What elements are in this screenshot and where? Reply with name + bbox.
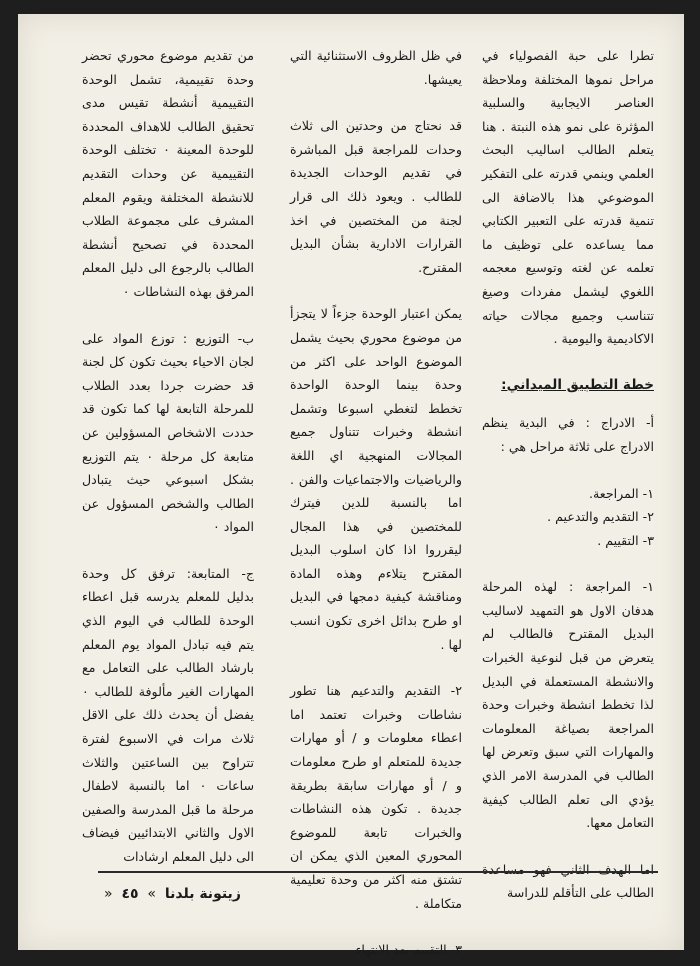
magazine-title: زيتونة بلدنا (164, 886, 241, 902)
section-heading: خطة التطبيق الميداني: (501, 376, 654, 393)
column-middle (290, 44, 462, 958)
phase-list (482, 482, 654, 553)
quote-mark: « (104, 886, 113, 902)
page-footer (100, 886, 400, 910)
paragraph: يمكن اعتبار الوحدة جزءاً لا يتجزأ من موضوع محوري بحيث يشمل الموضوع الواحد على اكثر من وحدة بينما الوحدة الواحدة تخطط لتغطي اسبوعا وتشمل انشطة وخبرات تتناول جميع المجالات المنهجية اي اللغة والرياضيات والاجتماعيات والفن . اما بالنسبة للدين فيترك للمختصين في هذا المجال ليقرروا اذا كان اسلوب البديل المقترح يتلاءم وهذه المادة ومناقشة كيفية دمجها في البديل او طرح بدائل اخرى تكون انسب لها . (290, 306, 462, 652)
paragraph: في ظل الظروف الاستثنائية التي يعيشها. (290, 48, 462, 87)
page-number: ٤٥ (121, 886, 139, 902)
list-item: ١- المراجعة. (589, 485, 654, 501)
document-page (18, 14, 684, 958)
paragraph: تطرا على حبة الفصولياء في مراحل نموها المختلفة وملاحظة العناصر الايجابية والسلبية المؤثرة على نمو هذه النبتة . هنا يتعلم الطالب اساليب البحث العلمي وينمي قدرته على التفكير الموضوعي هذا بالاضافة الى تنمية قدرته على التعبير الكتابي مما يساعده على توظيف ما تعلمه عن لغته وتوسيع معجمه اللغوي ليشمل مفردات وصيغ تتناسب وجميع مجالات حياته الاكاديمية واليومية . (482, 48, 654, 347)
paragraph: ٢- التقديم والتدعيم هنا تطور نشاطات وخبرات تعتمد اما اعطاء معلومات و / أو مهارات جديدة للمتعلم او طرح معلومات و / أو مهارات سابقة بطريقة جديدة . تكون هذه النشاطات والخبرات تابعة للموضوع المحوري المعين الذي يمكن ان تشتق منه اكثر من وحدة تعليمية متكاملة . (290, 683, 462, 911)
footer-rule (98, 871, 658, 873)
list-item: ٣- التقييم . (597, 532, 654, 548)
column-right (482, 44, 654, 901)
paragraph: ج- المتابعة: ترفق كل وحدة بدليل للمعلم يدرسه قبل اعطاء الوحدة للطالب في اليوم الذي يتم فيه تبادل المواد يوم المعلم بارشاد الطالب على التعامل مع المهارات الغير مألوفة للطالب ٠ يفضل أن يحدث ذلك على الاقل ثلاث مرات في الاسبوع لفترة تتراوح بين الساعتين والثلاث ساعات ٠ اما بالنسبة لاطفال مرحلة ما قبل المدرسة والصفين الاول والثاني الابتدائيين فيضاف الى دليل المعلم ارشادات (82, 565, 254, 864)
paragraph: اما الهدف الثاني فهو مساعدة الطالب على التأقلم للدراسة (482, 861, 654, 901)
quote-mark: » (147, 886, 156, 902)
paragraph: ٣- التقييم بعد الانتهاء (355, 942, 462, 958)
paragraph: قد نحتاج من وحدتين الى ثلاث وحدات للمراجعة قبل المباشرة في تقديم الوحدات الجديدة للطالب . ويعود ذلك الى قرار لجنة من المختصين في اخذ القرارات الادارية بشأن البديل المقترح. (290, 118, 462, 275)
paragraph: ١- المراجعة : لهذه المرحلة هدفان الاول هو التمهيد لاساليب البديل المقترح فالطالب لم يتعرض من قبل لنوعية الخبرات والانشطة المستعملة في البديل لذا تخطط انشطة وخبرات وحدة المراجعة بصياغة المعلومات والمهارات التي سبق وتعرض لها الطالب في المدرسة الامر الذي يؤدي الى تعلم الطالب كيفية التعامل معها. (482, 579, 654, 831)
paragraph: من تقديم موضوع محوري تحضر وحدة تقييمية، تشمل الوحدة التقييمية أنشطة تقيس مدى تحقيق الطالب للاهداف المحددة للوحدة المعينة ٠ تختلف الوحدة التقييمية عن وحدات التقديم للانشطة المختلفة ويقوم المعلم المشرف على مجموعة الطلاب المحددة في تصحيح أنشطة الطالب بالرجوع الى دليل المعلم المرفق بهذه النشاطات ٠ (82, 48, 254, 299)
list-item: ٢- التقديم والتدعيم . (547, 509, 654, 525)
paragraph: ب- التوزيع : توزع المواد على لجان الاحياء بحيث تكون كل لجنة قد حضرت جردا بعدد الطلاب للمرحلة التابعة لها كما تكون قد حددت الاشخاص المسؤولين عن متابعة كل مرحلة ٠ يتم التوزيع بشكل اسبوعي حيث يتبادل الطالب والشخص المسؤول عن المواد ٠ (82, 330, 254, 535)
paragraph: أ- الادراج : في البدية ينظم الادراج على ثلاثة مراحل هي : (482, 415, 654, 454)
column-left (82, 44, 254, 864)
